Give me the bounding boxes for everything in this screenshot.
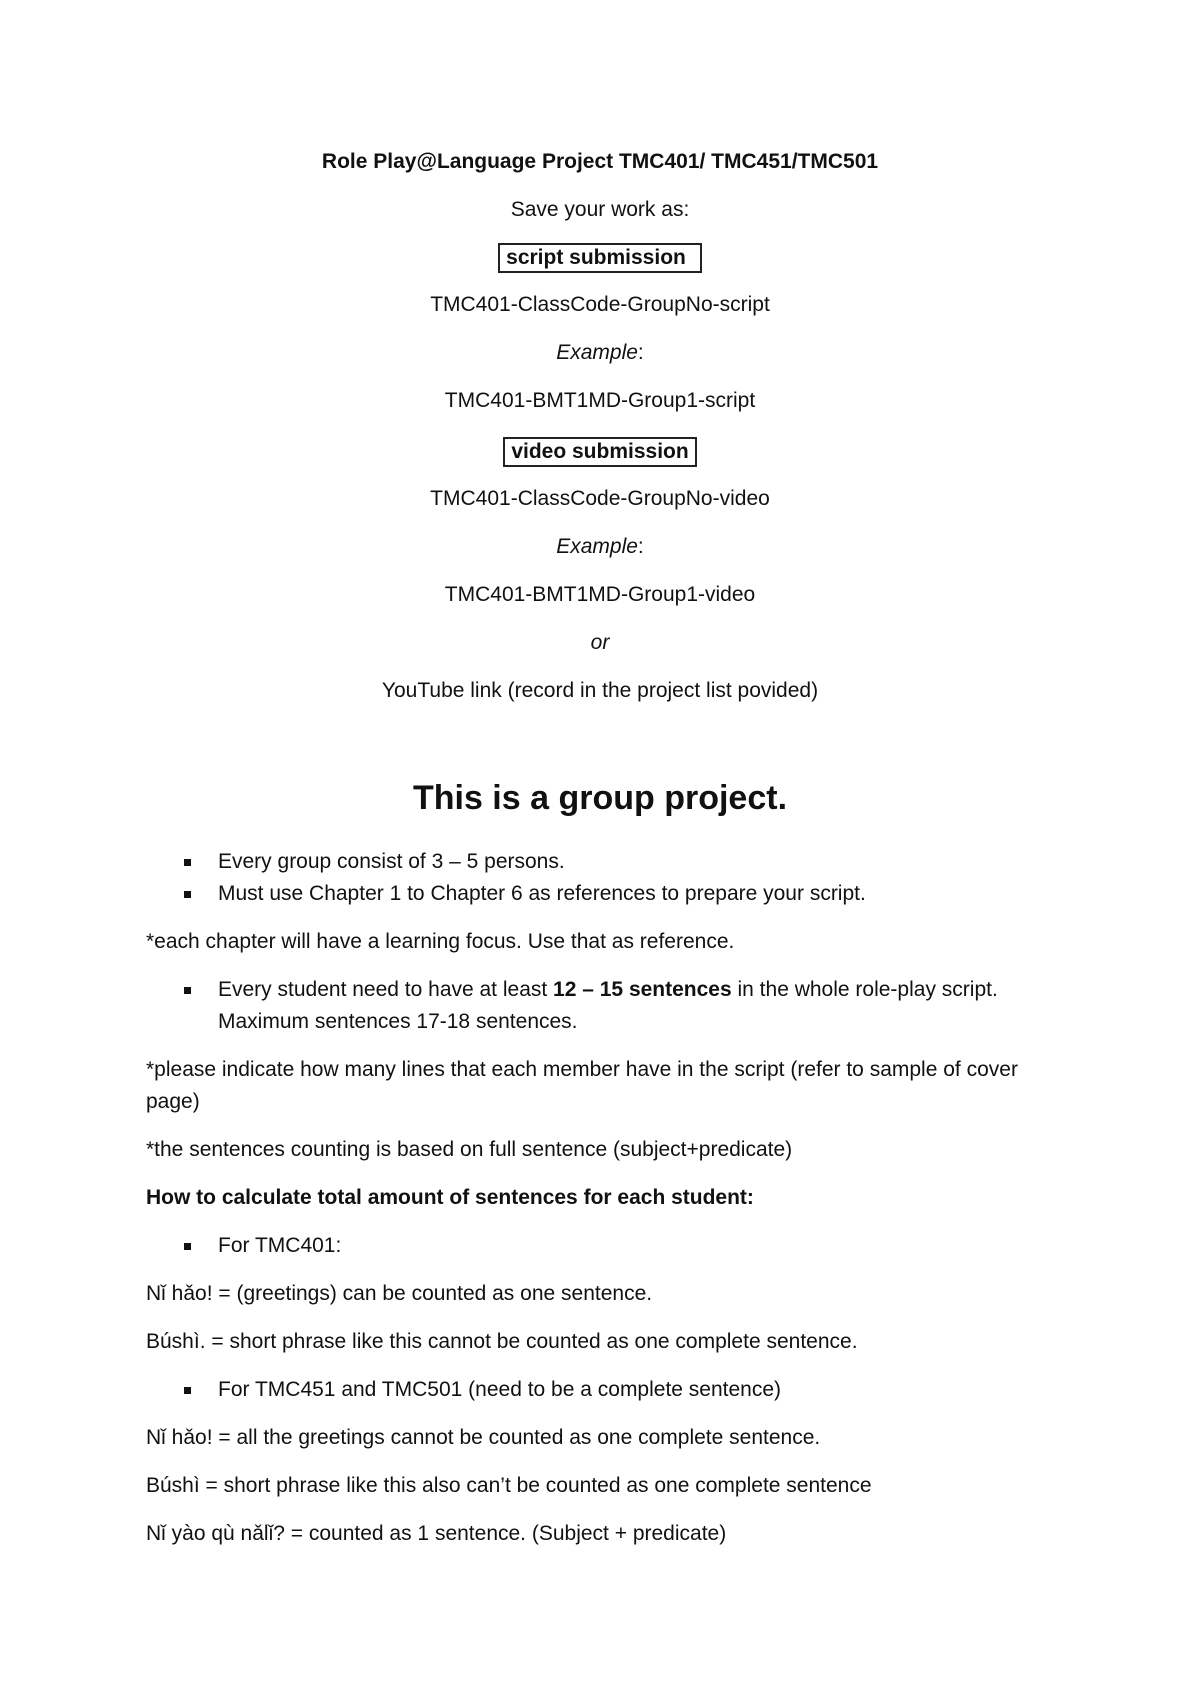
video-submission-box-row (0, 437, 1200, 467)
script-format: TMC401-ClassCode-GroupNo-script (430, 293, 770, 316)
bullet-icon (184, 891, 191, 898)
youtube-link-text: YouTube link (record in the project list povided) (381, 679, 819, 702)
script-example-label: Example (556, 341, 638, 364)
list-item (146, 974, 1066, 1038)
script-submission-box-row (0, 243, 1200, 273)
video-format: TMC401-ClassCode-GroupNo-video (430, 487, 770, 510)
group-project-heading: This is a group project. (412, 779, 788, 817)
chapter-note: *each chapter will have a learning focus. Use that as reference. (146, 930, 735, 953)
script-example-value: TMC401-BMT1MD-Group1-script (444, 389, 756, 412)
video-example-value: TMC401-BMT1MD-Group1-video (444, 583, 756, 606)
lines-note: *please indicate how many lines that each member have in the script (refer to sample of cover page) (146, 1058, 1018, 1113)
script-example-label-row: Example: (556, 341, 644, 364)
calculation-heading: How to calculate total amount of sentences for each student: (146, 1186, 754, 1209)
video-example-label-row: Example: (556, 535, 644, 558)
document-page: Role Play@Language Project TMC401/ TMC451/TMC501 Save your work as: script submission TMC401-ClassCode-GroupNo-script Example: TMC401-BMT1MD-Group1-script video submission TMC401-ClassCode-GroupNo-video Example: TMC401-BMT1MD-Group1-video or YouTube link (record in the project list povided) This is a group project. Every group consist of 3 – 5 persons. Must use Chapter 1 to Chapter 6 as references to prepare your script. *each chapter will have a learning focus. Use that as reference. Every student need to have at least 12 – 15 sentences in the whole role-play script. Maximum sentences 17-18 sentences. *please indicate how many lines that each member have in the script (refer to sample of cover page) *the sentences counting is based on full sentence (subject+predicate) How to calculate total amount of sentences for each student: For TMC401: Nǐ hǎo! = (greetings) can be counted as one sentence. Búshì. = short phrase like this cannot be counted as one complete sentence. For TMC451 and TMC501 (need to be a complete sentence) Nǐ hǎo! = all the greetings cannot be counted as one complete sentence. Búshì = short phrase like this also can’t be counted as one complete sentence Nǐ yào qù nǎlǐ? = counted as 1 sentence. (Subject + predicate) (0, 0, 1200, 1698)
bullet-icon (184, 1387, 191, 1394)
bullet-icon (184, 859, 191, 866)
video-submission-box: video submission (503, 437, 696, 467)
tmc451-line: Nǐ yào qù nǎlǐ? = counted as 1 sentence. (Subject + predicate) (146, 1522, 727, 1545)
tmc401-line: Búshì. = short phrase like this cannot be counted as one complete sentence. (146, 1330, 858, 1353)
bullet-icon (184, 1243, 191, 1250)
student-sentences-text: Every student need to have at least 12 – 15 sentences in the whole role-play script. Maximum sentences 17-18 sentences. (218, 978, 998, 1033)
script-submission-box: script submission (498, 243, 702, 273)
video-example-label: Example (556, 535, 638, 558)
save-as-text: Save your work as: (510, 198, 690, 221)
bullet-icon (184, 987, 191, 994)
tmc451-line: Nǐ hǎo! = all the greetings cannot be counted as one complete sentence. (146, 1426, 821, 1449)
page-title: Role Play@Language Project TMC401/ TMC451/TMC501 (321, 150, 879, 173)
tmc401-line: Nǐ hǎo! = (greetings) can be counted as one sentence. (146, 1282, 653, 1305)
tmc451-line: Búshì = short phrase like this also can’t be counted as one complete sentence (146, 1474, 872, 1497)
or-text: or (590, 631, 610, 654)
counting-note: *the sentences counting is based on full sentence (subject+predicate) (146, 1138, 793, 1161)
